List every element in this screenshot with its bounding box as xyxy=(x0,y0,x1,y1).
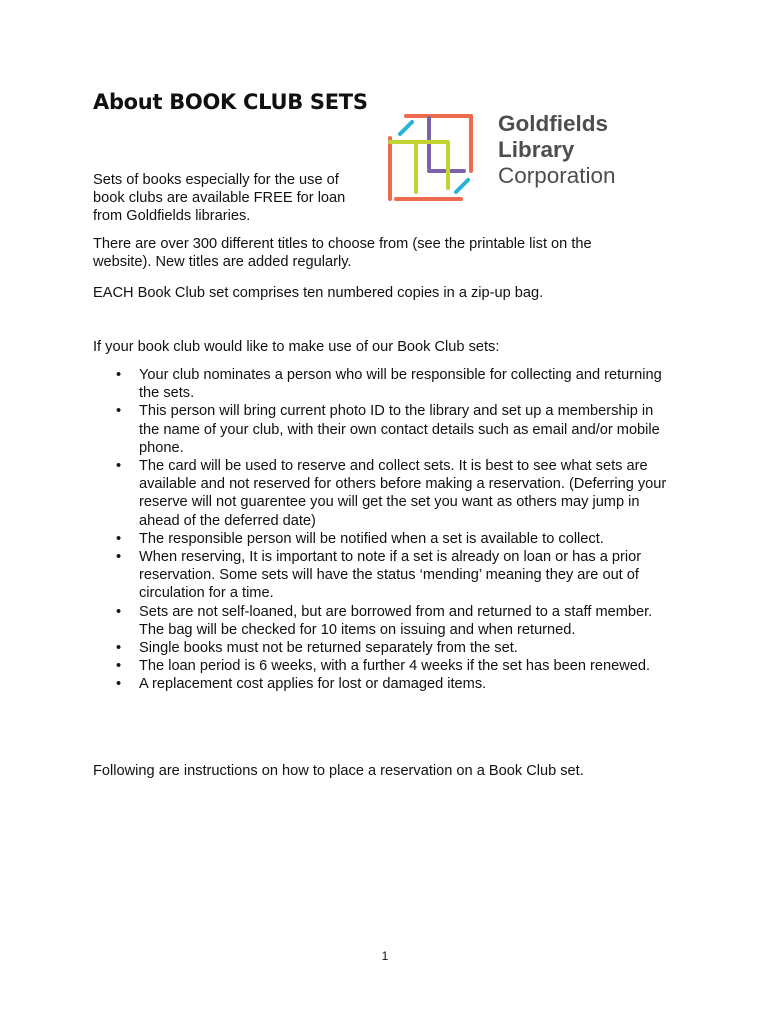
instructions-paragraph: Following are instructions on how to place a reservation on a Book Club set. xyxy=(93,763,584,779)
logo-line-2: Library xyxy=(498,137,575,162)
logo-text xyxy=(498,111,616,189)
list-item: • The card will be used to reserve and collect sets. It is best to see what sets are available and not reserved for others before making a reservation. (Deferring your reserve will not guarentee you will get the set you want as others may jump in ahead of the deferred date) xyxy=(93,457,673,530)
logo-mark-icon xyxy=(366,96,496,216)
list-item: • A replacement cost applies for lost or damaged items. xyxy=(93,675,673,693)
list-item: • Single books must not be returned separately from the set. xyxy=(93,639,673,657)
rules-list xyxy=(93,366,673,694)
list-item: • The loan period is 6 weeks, with a further 4 weeks if the set has been renewed. xyxy=(93,657,673,675)
list-item: • When reserving, It is important to note if a set is already on loan or has a prior reservation. Some sets will have the status ‘mending’ meaning they are out of circulation for a time. xyxy=(93,548,673,603)
page-title: About BOOK CLUB SETS xyxy=(93,90,368,114)
logo-line-1: Goldfields xyxy=(498,111,609,136)
goldfields-logo xyxy=(366,96,646,216)
usage-lead-paragraph: If your book club would like to make use of our Book Club sets: xyxy=(93,339,500,355)
list-item: • Sets are not self-loaned, but are borrowed from and returned to a staff member. The bag will be checked for 10 items on issuing and when returned. xyxy=(93,603,673,639)
logo-line-3: Corporation xyxy=(498,163,616,188)
list-item: • Your club nominates a person who will be responsible for collecting and returning the sets. xyxy=(93,366,673,402)
intro-paragraph: Sets of books especially for the use of book clubs are available FREE for loan from Goldfields libraries. xyxy=(93,172,346,225)
page-number: 1 xyxy=(381,949,389,963)
list-item: • The responsible person will be notified when a set is available to collect. xyxy=(93,530,673,548)
titles-paragraph: There are over 300 different titles to choose from (see the printable list on the website). New titles are added regularly. xyxy=(93,236,592,271)
list-item: • This person will bring current photo ID to the library and set up a membership in the name of your club, with their own contact details such as email and/or mobile phone. xyxy=(93,402,673,457)
set-contents-paragraph: EACH Book Club set comprises ten numbered copies in a zip-up bag. xyxy=(93,285,544,301)
